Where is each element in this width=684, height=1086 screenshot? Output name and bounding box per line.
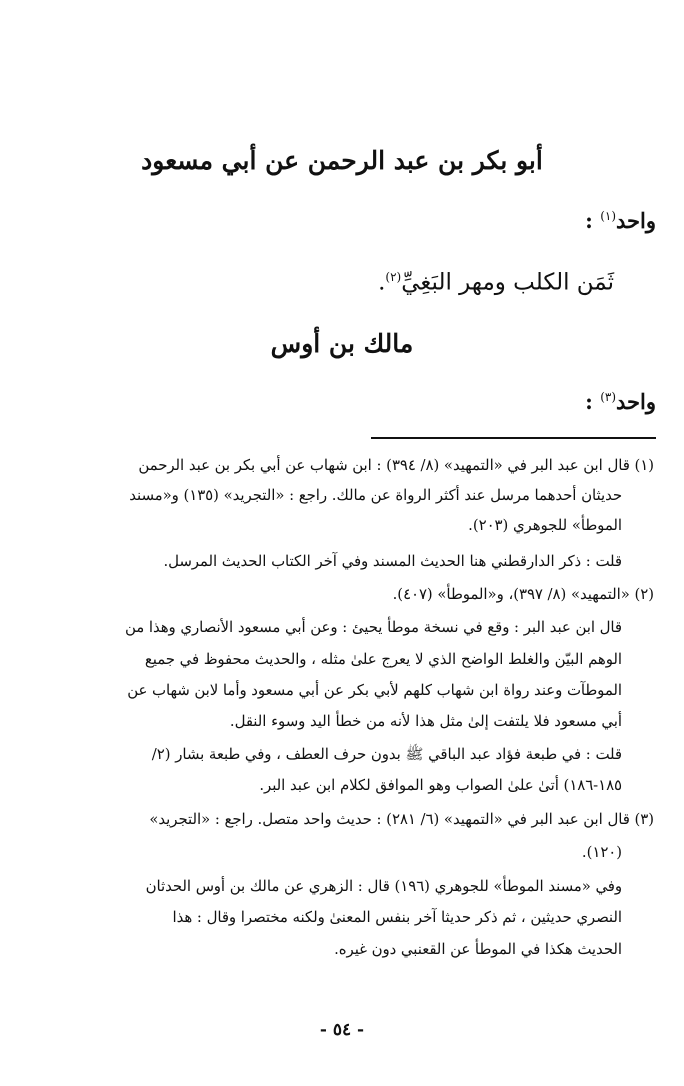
footnote-ref-1: (١) xyxy=(600,209,617,223)
page-number: - ٥٤ - xyxy=(319,1020,365,1040)
count-label-1 xyxy=(585,201,656,236)
footnote-line: (٣) قال ابن عبد البر في «التمهيد» (٦/ ٢٨١) : حديث واحد متصل. راجع : «التجريد» xyxy=(149,811,654,828)
footnote-line: قال ابن عبد البر : وقع في نسخة موطأ يحيئ : وعن أبي مسعود الأنصاري وهذا من xyxy=(124,619,622,636)
footnote-ref-2: (٢) xyxy=(385,270,402,284)
count-label-text: واحد xyxy=(616,208,656,233)
footnote-line: الحديث هكذا في الموطأ عن القعنبي دون غيره. xyxy=(334,941,622,958)
hadith-text xyxy=(378,261,614,299)
footnote-line: (٢) «التمهيد» (٨/ ٣٩٧)، و«الموطأ» (٤٠٧). xyxy=(392,586,654,603)
section-heading-abu-bakr: أبو بكر بن عبد الرحمن عن أبي مسعود xyxy=(141,146,543,175)
footnote-line: النصري حديثين ، ثم ذكر حديثا آخر بنفس المعنىٰ ولكنه مختصرا وقال : هذا xyxy=(172,909,622,926)
colon: : xyxy=(585,208,593,233)
count-label-text: واحد xyxy=(616,389,656,414)
footnote-line: (١) قال ابن عبد البر في «التمهيد» (٨/ ٣٩٤) : ابن شهاب عن أبي بكر بن عبد الرحمن xyxy=(138,457,654,474)
footnote-line: قلت : ذكر الدارقطني هنا الحديث المسند وفي آخر الكتاب الحديث المرسل. xyxy=(163,553,622,570)
footnote-line: قلت : في طبعة فؤاد عبد الباقي ﷺ بدون حرف العطف ، وفي طبعة بشار (٢/ xyxy=(151,746,622,763)
footnote-ref-3: (٣) xyxy=(600,390,617,404)
hadith-body: ثَمَن الكلب ومهر البَغِيِّ xyxy=(401,269,614,296)
section-heading-malik: مالك بن أوس xyxy=(270,329,414,358)
colon: : xyxy=(585,389,593,414)
footnote-line: الوهم البيّن والغلط الواضح الذي لا يعرج علىٰ مثله ، والحديث محفوظ في جميع xyxy=(144,651,622,668)
footnote-line: أبي مسعود فلا يلتفت إلىٰ مثل هذا لأنه من خطأ اليد وسوء النقل. xyxy=(229,713,622,730)
footnote-line: وفي «مسند الموطأ» للجوهري (١٩٦) قال : الزهري عن مالك بن أوس الحدثان xyxy=(145,878,622,895)
footnote-line: (١٢٠). xyxy=(581,844,622,861)
full-stop: . xyxy=(378,269,386,296)
count-label-2 xyxy=(585,382,656,417)
footnote-line: الموطآت وعند رواة ابن شهاب كلهم لأبي بكر عن أبي مسعود وأما لابن شهاب عن xyxy=(127,682,622,699)
footnote-line: ١٨٥-١٨٦) أتىٰ علىٰ الصواب وهو الموافق لكلام ابن عبد البر. xyxy=(259,777,622,794)
footnote-separator xyxy=(371,437,656,439)
footnote-line: حديثان أحدهما مرسل عند أكثر الرواة عن مالك. راجع : «التجريد» (١٣٥) و«مسند xyxy=(129,487,622,504)
footnote-line: الموطأ» للجوهري (٢٠٣). xyxy=(468,517,622,534)
